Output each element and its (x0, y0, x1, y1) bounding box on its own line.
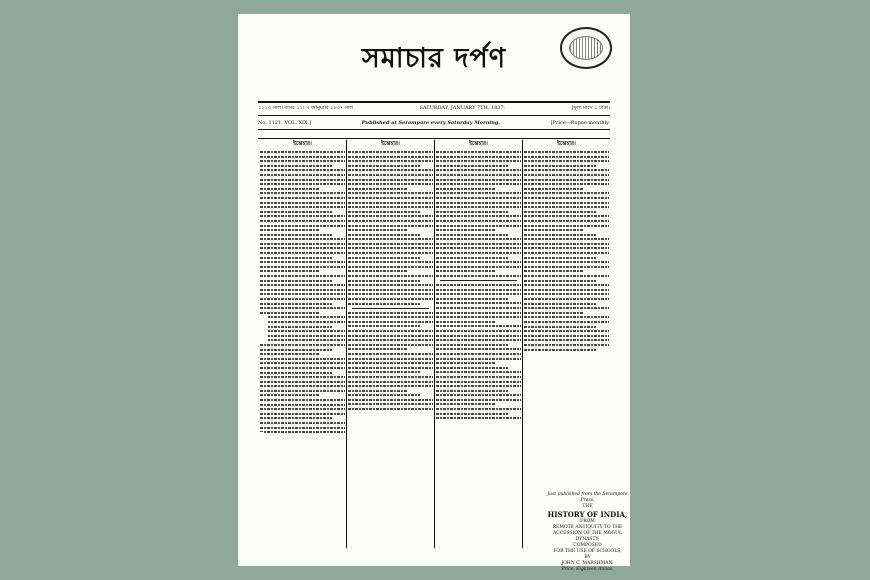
text-line (348, 312, 433, 314)
dateline-bengali-date: ১২১৩ সাল। বাসর ১২। ৭ জানুয়ারি ১৮৩৭ সাল (258, 105, 354, 111)
monthly-price: [Price—Rupee monthly. (550, 120, 610, 126)
text-line (260, 243, 345, 245)
text-line (260, 312, 320, 314)
text-line (524, 220, 609, 222)
text-line (348, 174, 433, 176)
text-line (436, 174, 521, 176)
column-3 (436, 140, 521, 548)
text-line (524, 326, 596, 328)
newspaper-masthead: সমাচার দর্পণ (361, 43, 507, 74)
text-line (260, 330, 345, 332)
text-line (348, 293, 433, 295)
text-line (524, 339, 609, 341)
text-line (436, 367, 508, 369)
text-line (436, 179, 521, 181)
text-line (348, 303, 420, 305)
text-line (348, 362, 433, 364)
text-line (436, 151, 521, 153)
text-line (524, 179, 609, 181)
text-line (260, 229, 320, 231)
volume-number: No. 1121. VOL. XIX.] (258, 120, 312, 126)
text-line (524, 252, 609, 254)
text-line (348, 381, 433, 383)
text-line (348, 247, 433, 249)
text-line (348, 316, 433, 318)
text-line (260, 399, 345, 401)
text-line (260, 431, 345, 433)
text-line (436, 417, 521, 419)
text-line (260, 202, 345, 204)
text-line (436, 403, 496, 405)
text-line (524, 280, 596, 282)
text-line (524, 151, 609, 153)
text-line (436, 270, 496, 272)
text-line (348, 289, 433, 291)
text-line (524, 174, 609, 176)
text-line (260, 234, 332, 236)
text-line (348, 220, 433, 222)
text-line (524, 266, 609, 268)
column-4 (524, 140, 609, 548)
dateline-price: [মূল্য মাসে ১ টাকা। (571, 105, 610, 111)
text-line (348, 197, 433, 199)
text-line (260, 353, 320, 355)
text-line (260, 307, 345, 309)
adv-intro: Just published from the Serampore Press, (547, 492, 628, 503)
text-line (524, 156, 609, 158)
text-line (348, 394, 420, 396)
text-line (348, 234, 420, 236)
text-line (260, 257, 332, 259)
text-line (260, 413, 345, 415)
text-line (260, 270, 320, 272)
text-line (260, 284, 345, 286)
adv-composed: COMPOSED (573, 543, 602, 548)
text-line (348, 335, 433, 337)
text-line (260, 390, 345, 392)
text-line (436, 348, 521, 350)
text-line (260, 247, 345, 249)
text-line (260, 160, 345, 162)
text-line (436, 211, 508, 213)
text-line (348, 206, 433, 208)
text-line (260, 206, 345, 208)
text-line (348, 257, 420, 259)
adv-from: FROM (580, 519, 595, 524)
text-line (260, 197, 345, 199)
text-line (260, 174, 345, 176)
text-line (260, 427, 345, 429)
text-line (348, 358, 433, 360)
torn-edge (258, 314, 268, 344)
text-line (348, 325, 420, 327)
text-line (260, 339, 345, 341)
text-line (436, 399, 521, 401)
torn-edge (258, 432, 264, 492)
text-line (436, 316, 521, 318)
text-line (348, 284, 433, 286)
text-line (524, 293, 609, 295)
text-line (436, 183, 521, 185)
text-line (260, 372, 332, 374)
text-line (524, 270, 584, 272)
text-line (260, 422, 345, 424)
text-line (260, 381, 345, 383)
text-line (524, 307, 609, 309)
adv-the: THE (582, 504, 593, 509)
article-divider (440, 280, 517, 281)
text-line (436, 252, 521, 254)
text-line (524, 197, 609, 199)
column-heading: ইশ্তেহার। (381, 141, 400, 147)
text-line (260, 298, 345, 300)
dateline (258, 105, 610, 112)
text-line (436, 302, 521, 304)
text-line (436, 321, 496, 323)
column-text-block (348, 312, 433, 410)
text-line (524, 298, 609, 300)
article-divider (352, 308, 429, 309)
text-line (260, 183, 345, 185)
column-divider (346, 140, 347, 548)
history-of-india-advertisement (545, 492, 630, 573)
text-line (260, 303, 332, 305)
text-line (524, 284, 609, 286)
text-line (348, 298, 433, 300)
text-line (436, 229, 496, 231)
text-line (524, 335, 609, 337)
text-line (348, 344, 433, 346)
text-line (348, 376, 433, 378)
column-head-rule (258, 138, 610, 139)
text-line (260, 165, 332, 167)
text-line (260, 211, 332, 213)
text-line (436, 257, 508, 259)
text-line (524, 183, 609, 185)
column-heading: ইশ্তেহার। (557, 141, 576, 147)
text-line (260, 385, 345, 387)
text-line (436, 156, 521, 158)
text-line (260, 275, 345, 277)
text-line (436, 330, 521, 332)
text-line (348, 252, 433, 254)
column-divider (522, 140, 523, 548)
text-line (524, 289, 609, 291)
adv-title: HISTORY OF INDIA, (547, 510, 628, 519)
text-line (524, 303, 596, 305)
text-line (524, 188, 584, 190)
text-line (524, 234, 596, 236)
text-line (348, 321, 433, 323)
dateline-english-date: SATURDAY, JANUARY 7TH, 1837. (419, 105, 506, 111)
text-line (260, 394, 320, 396)
text-line (436, 243, 521, 245)
text-line (524, 344, 609, 346)
text-line (260, 358, 345, 360)
dateline-rule (258, 115, 610, 116)
text-line (260, 188, 320, 190)
text-line (260, 376, 345, 378)
adv-price: Price, Eighteen Annas. (561, 567, 614, 572)
publication-line (258, 120, 610, 127)
adv-author: JOHN C. MARSHMAN. (561, 561, 614, 566)
column-text-block (348, 151, 433, 305)
text-line (524, 206, 609, 208)
text-line (260, 417, 332, 419)
column-text-block (524, 151, 609, 351)
text-line (436, 298, 508, 300)
text-line (436, 202, 521, 204)
text-line (524, 238, 609, 240)
text-line (436, 408, 521, 410)
stamp-inner-ring (569, 36, 603, 60)
text-line (524, 202, 609, 204)
text-line (436, 312, 521, 314)
text-line (436, 289, 521, 291)
text-line (524, 316, 609, 318)
text-line (348, 399, 433, 401)
text-line (348, 215, 433, 217)
text-line (436, 394, 521, 396)
text-line (524, 243, 609, 245)
text-line (524, 192, 609, 194)
text-line (348, 165, 420, 167)
text-line (524, 312, 584, 314)
text-line (436, 376, 521, 378)
text-line (524, 229, 584, 231)
text-line (436, 206, 521, 208)
text-line (348, 192, 433, 194)
text-line (436, 284, 521, 286)
publication-note: Published at Serampore every Saturday Morning. (361, 120, 501, 126)
text-line (436, 413, 508, 415)
text-line (260, 344, 345, 346)
text-line (348, 183, 433, 185)
text-line (348, 371, 420, 373)
text-line (436, 325, 521, 327)
text-line (260, 192, 345, 194)
text-line (260, 225, 345, 227)
column-2 (348, 140, 433, 548)
text-line (260, 156, 345, 158)
text-line (260, 238, 345, 240)
text-line (436, 165, 508, 167)
text-line (260, 349, 332, 351)
text-line (260, 179, 345, 181)
text-line (436, 188, 496, 190)
column-text-block (436, 151, 521, 277)
text-line (524, 349, 596, 351)
text-line (524, 257, 596, 259)
text-line (348, 238, 433, 240)
text-line (524, 247, 609, 249)
text-line (348, 169, 433, 171)
meta-rule (258, 129, 610, 130)
text-line (348, 225, 433, 227)
column-heading: ইশ্তেহার। (293, 141, 312, 147)
text-line (524, 261, 609, 263)
text-line (436, 307, 521, 309)
text-line (436, 247, 521, 249)
text-line (436, 353, 521, 355)
column-text-block (436, 284, 521, 419)
text-line (436, 275, 521, 277)
text-line (348, 330, 433, 332)
text-line (260, 169, 345, 171)
text-line (348, 188, 408, 190)
text-line (260, 404, 345, 406)
text-line (348, 156, 433, 158)
text-line (348, 408, 433, 410)
text-line (260, 266, 345, 268)
text-line (260, 316, 345, 318)
text-line (524, 211, 596, 213)
newspaper-page (238, 14, 630, 572)
text-line (260, 326, 332, 328)
text-line (436, 197, 521, 199)
text-line (348, 403, 433, 405)
text-line (348, 261, 433, 263)
text-line (260, 362, 345, 364)
library-stamp-icon (560, 27, 612, 69)
text-line (436, 238, 521, 240)
text-line (436, 344, 508, 346)
text-line (524, 160, 609, 162)
text-line (348, 179, 433, 181)
text-line (436, 261, 521, 263)
text-line (436, 234, 508, 236)
text-line (348, 280, 420, 282)
adv-use: FOR THE USE OF SCHOOLS, (553, 549, 622, 554)
text-line (348, 385, 433, 387)
text-line (260, 220, 345, 222)
column-divider (434, 140, 435, 548)
text-line (436, 220, 521, 222)
text-line (436, 225, 521, 227)
text-line (348, 229, 408, 231)
column-heading: ইশ্তেহার। (469, 141, 488, 147)
text-line (260, 408, 345, 410)
text-line (348, 202, 433, 204)
text-line (260, 367, 345, 369)
text-line (348, 367, 433, 369)
adv-by: BY (584, 555, 591, 560)
text-line (524, 165, 596, 167)
text-line (260, 293, 345, 295)
text-line (436, 381, 521, 383)
text-line (436, 215, 521, 217)
text-line (436, 371, 521, 373)
text-line (436, 339, 521, 341)
text-line (524, 215, 609, 217)
text-line (348, 339, 433, 341)
text-line (524, 330, 609, 332)
text-line (524, 169, 609, 171)
text-line (348, 211, 420, 213)
text-line (348, 353, 433, 355)
text-line (260, 151, 345, 153)
text-line (260, 261, 345, 263)
text-line (436, 293, 521, 295)
text-line (524, 275, 609, 277)
text-line (436, 390, 508, 392)
text-line (436, 160, 521, 162)
text-line (524, 225, 609, 227)
adv-subtitle: REMOTE ANTIQUITY TO THE ACCESSION OF THE MOGUL DYNASTY; (552, 525, 623, 542)
text-line (348, 151, 433, 153)
text-line (436, 266, 521, 268)
text-line (260, 335, 345, 337)
text-line (260, 321, 345, 323)
text-line (436, 385, 521, 387)
text-line (348, 348, 408, 350)
text-line (260, 252, 345, 254)
text-line (436, 335, 521, 337)
text-line (348, 266, 433, 268)
text-line (348, 390, 408, 392)
masthead-rule (258, 101, 610, 103)
text-line (348, 243, 433, 245)
text-line (436, 169, 521, 171)
text-line (260, 280, 332, 282)
column-1 (260, 140, 345, 548)
text-line (348, 270, 408, 272)
text-line (260, 215, 345, 217)
text-line (348, 160, 433, 162)
text-line (436, 362, 496, 364)
text-line (260, 289, 345, 291)
text-line (436, 192, 521, 194)
text-line (524, 321, 609, 323)
text-line (436, 358, 521, 360)
column-text-block (260, 151, 345, 433)
text-line (348, 275, 433, 277)
